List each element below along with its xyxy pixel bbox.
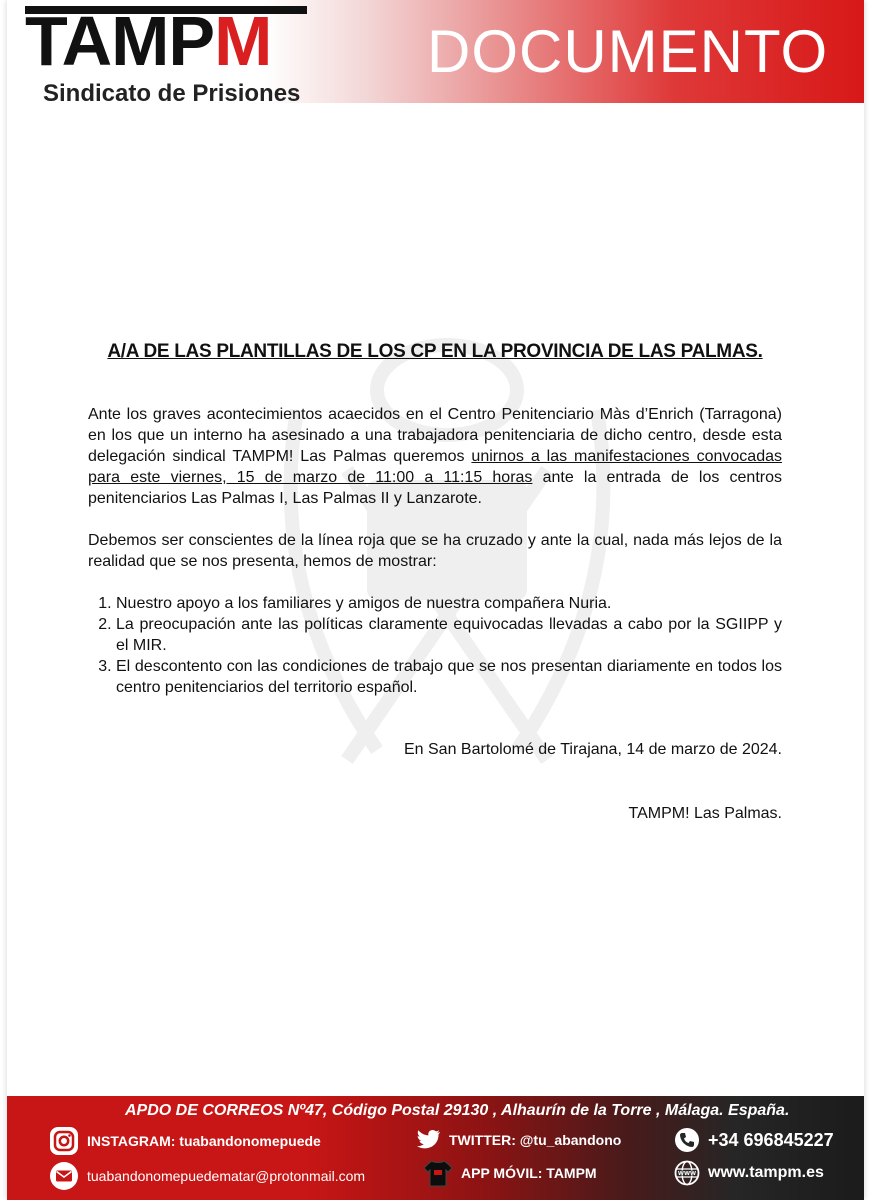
- tshirt-icon: [423, 1158, 453, 1188]
- place-date-line: En San Bartolomé de Tirajana, 14 de marzo de 2024.: [403, 741, 782, 758]
- paragraph-red-line: Debemos ser conscientes de la línea roja que se ha cruzado y ante la cual, nada más lejos de la realidad que se nos presenta, hemos de mostrar:: [88, 532, 782, 570]
- website-url: www.tampm.es: [708, 1164, 824, 1181]
- phone-number: +34 696845227: [708, 1129, 834, 1150]
- logo-subtitle: Sindicato de Prisiones: [43, 80, 301, 107]
- email-icon: [49, 1161, 79, 1191]
- document-heading: A/A DE LAS PLANTILLAS DE LOS CP EN LA PROVINCIA DE LAS PALMAS.: [107, 341, 763, 362]
- document-body: [88, 340, 782, 824]
- phone-contact[interactable]: [674, 1127, 834, 1153]
- postal-address: APDO DE CORREOS Nº47, Código Postal 29130 , Alhaurín de la Torre , Málaga. España.: [125, 1102, 790, 1119]
- signature-line: TAMPM! Las Palmas.: [628, 805, 782, 822]
- demonstration-details: unirnos a las manifestaciones convocadas para este viernes, 15 de marzo de 11:00 a 11:15 horas: [88, 448, 783, 486]
- list-item: 1. Nuestro apoyo a los familiares y amigos de nuestra compañera Nuria.: [116, 593, 782, 614]
- svg-text:WWW: WWW: [677, 1171, 697, 1177]
- instagram-handle: INSTAGRAM: tuabandonomepuede: [87, 1133, 321, 1149]
- phone-icon: [674, 1127, 700, 1153]
- globe-www-icon: [674, 1160, 700, 1186]
- list-item: 2. La preocupación ante las políticas claramente equivocadas llevadas a cabo por la SGIIPP y el MIR.: [116, 614, 782, 656]
- app-name: APP MÓVIL: TAMPM: [461, 1165, 597, 1181]
- document-page: [7, 0, 864, 1200]
- list-item: 3. El descontento con las condiciones de trabajo que se nos presentan diariamente en todos los centro penitenciarios del territorio español.: [116, 656, 782, 698]
- email-contact[interactable]: [49, 1161, 365, 1191]
- logo-wordmark: TAMPM: [25, 2, 272, 80]
- twitter-bird-icon: [417, 1129, 441, 1151]
- footer-banner: [7, 1096, 864, 1200]
- twitter-contact[interactable]: [417, 1129, 621, 1151]
- twitter-handle: TWITTER: @tu_abandono: [449, 1132, 622, 1148]
- instagram-icon: [49, 1126, 79, 1156]
- paragraph-events: Ante los graves acontecimientos acaecidos en el Centro Penitenciario Màs d’Enrich (Tarragona) en los que un interno ha asesinado a una trabajadora penitenciaria de dicho centro, desde esta delegación sindical TAMPM! Las Palmas queremos unirnos a las manifestaciones convocadas para este viernes, 15 de marzo de 11:00 a 11:15 horas ante la entrada de los centros penitenciarios Las Palmas I, Las Palmas II y Lanzarote.: [88, 406, 783, 507]
- demands-list: [88, 593, 782, 698]
- header-banner: [7, 0, 864, 107]
- website-contact[interactable]: [674, 1160, 824, 1186]
- email-address: tuabandonomepuedematar@protonmail.com: [87, 1168, 366, 1184]
- document-banner-title: DOCUMENTO: [427, 18, 829, 85]
- instagram-contact[interactable]: [49, 1126, 321, 1156]
- tampm-logo: [25, 2, 325, 107]
- app-contact[interactable]: [423, 1158, 597, 1188]
